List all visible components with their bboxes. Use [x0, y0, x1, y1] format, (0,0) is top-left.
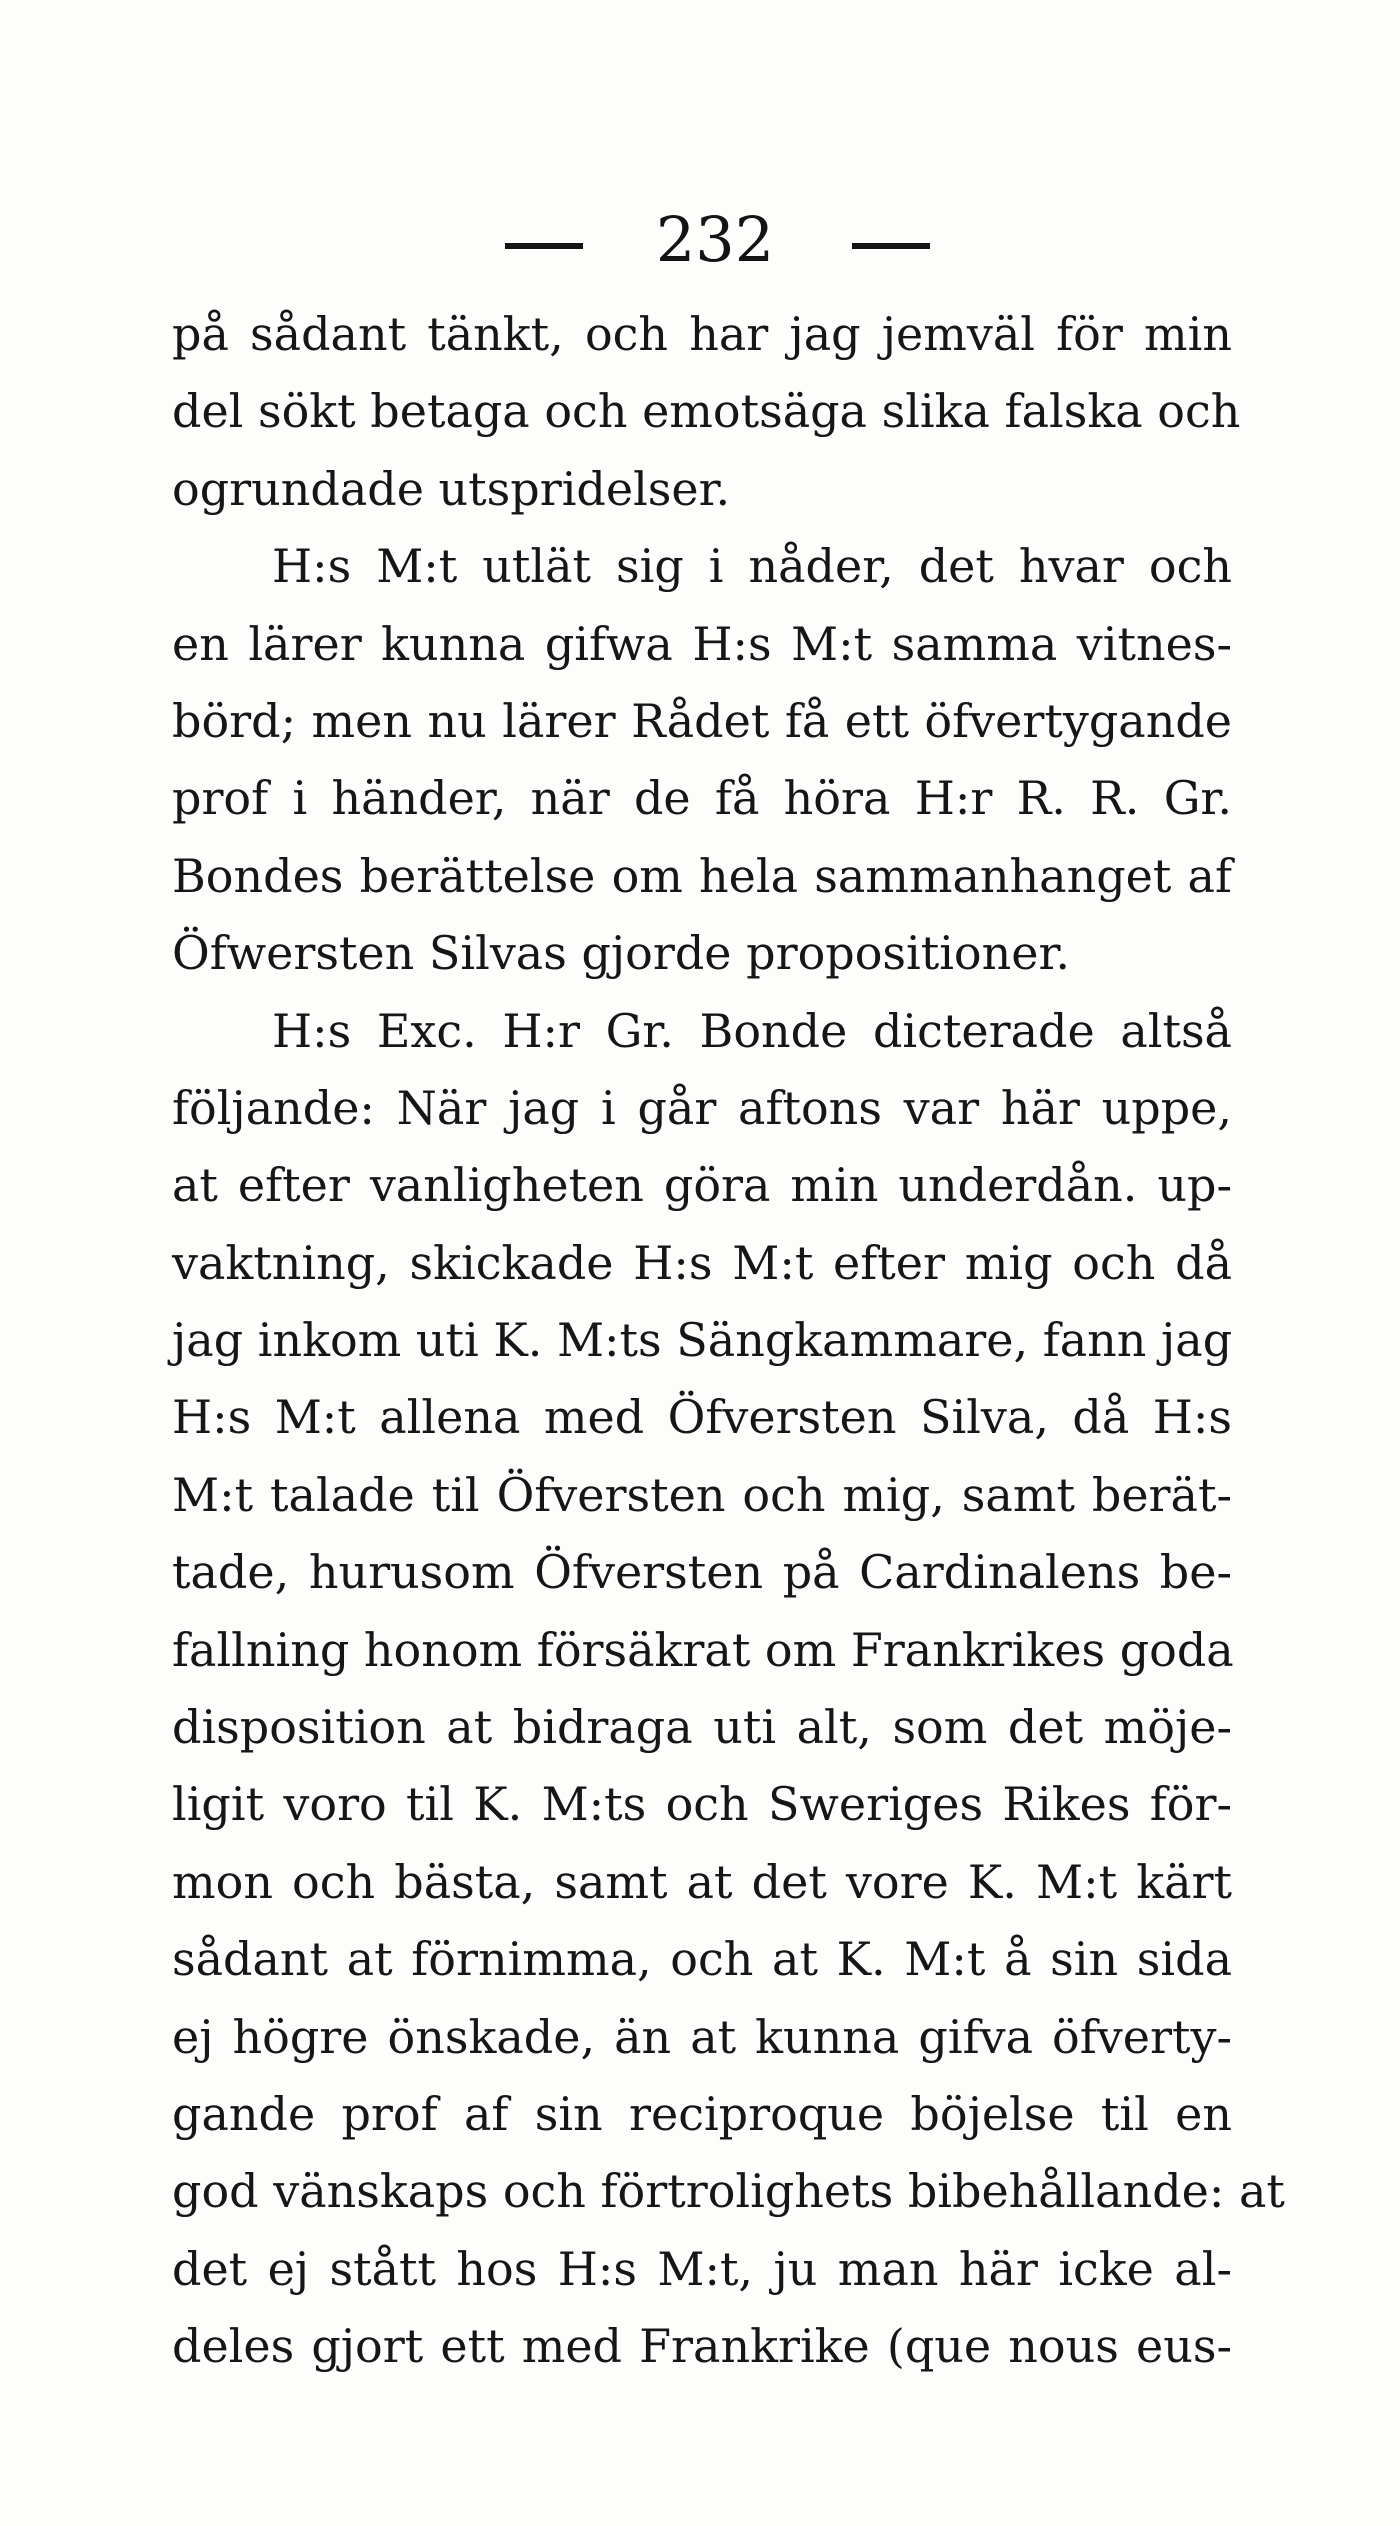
text-line-11: följande: När jag i går aftons var här uppe,	[172, 1080, 1232, 1135]
text-line-10: H:s Exc. H:r Gr. Bonde dicterade altså	[272, 1003, 1232, 1058]
text-line-24: gande prof af sin reciproque böjelse til en	[172, 2086, 1232, 2141]
text-line-14: jag inkom uti K. M:ts Sängkammare, fann jag	[172, 1313, 1233, 1368]
text-line-6: börd; men nu lärer Rådet få ett öfvertygande	[172, 693, 1232, 748]
text-line-4: H:s M:t utlät sig i nåder, det hvar och	[272, 539, 1232, 594]
text-line-21: mon och bästa, samt at det vore K. M:t kärt	[172, 1854, 1232, 1909]
text-line-16: M:t talade til Öfversten och mig, samt berät-	[172, 1467, 1232, 1522]
text-line-13: vaktning, skickade H:s M:t efter mig och då	[172, 1235, 1232, 1290]
text-line-18: fallning honom försäkrat om Frankrikes goda	[172, 1622, 1234, 1677]
body-text	[172, 296, 1285, 2386]
text-line-1: på sådant tänkt, och har jag jemväl för min	[172, 307, 1232, 361]
header-dash-right	[852, 243, 930, 249]
header-dash-left	[505, 243, 583, 249]
text-line-12: at efter vanligheten göra min underdån. up-	[172, 1158, 1232, 1213]
text-line-27: deles gjort ett med Frankrike (que nous eus-	[172, 2319, 1232, 2374]
text-line-15: H:s M:t allena med Öfversten Silva, då H:s	[172, 1390, 1232, 1445]
text-line-7: prof i händer, när de få höra H:r R. R. Gr.	[172, 771, 1232, 826]
text-line-3: ogrundade utspridelser.	[172, 461, 731, 516]
page-number: 232	[655, 203, 775, 276]
text-line-20: ligit voro til K. M:ts och Sweriges Rikes för-	[172, 1777, 1232, 1832]
text-line-22: sådant at förnimma, och at K. M:t å sin sida	[172, 1932, 1232, 1987]
text-line-9: Öfwersten Silvas gjorde propositioner.	[172, 926, 1071, 981]
text-line-25: god vänskaps och förtrolighets bibehållande: at	[172, 2164, 1285, 2219]
text-line-17: tade, hurusom Öfversten på Cardinalens be-	[172, 1545, 1232, 1600]
text-line-19: disposition at bidraga uti alt, som det möje-	[172, 1700, 1232, 1755]
text-line-2: del sökt betaga och emotsäga slika falska och	[172, 384, 1241, 439]
text-line-23: ej högre önskade, än at kunna gifva öfverty-	[172, 2009, 1232, 2064]
text-line-26: det ej stått hos H:s M:t, ju man här icke al-	[172, 2241, 1232, 2296]
page-header	[0, 205, 1400, 275]
text-line-5: en lärer kunna gifwa H:s M:t samma vitnes-	[172, 616, 1232, 671]
text-line-8: Bondes berättelse om hela sammanhanget af	[172, 848, 1232, 903]
